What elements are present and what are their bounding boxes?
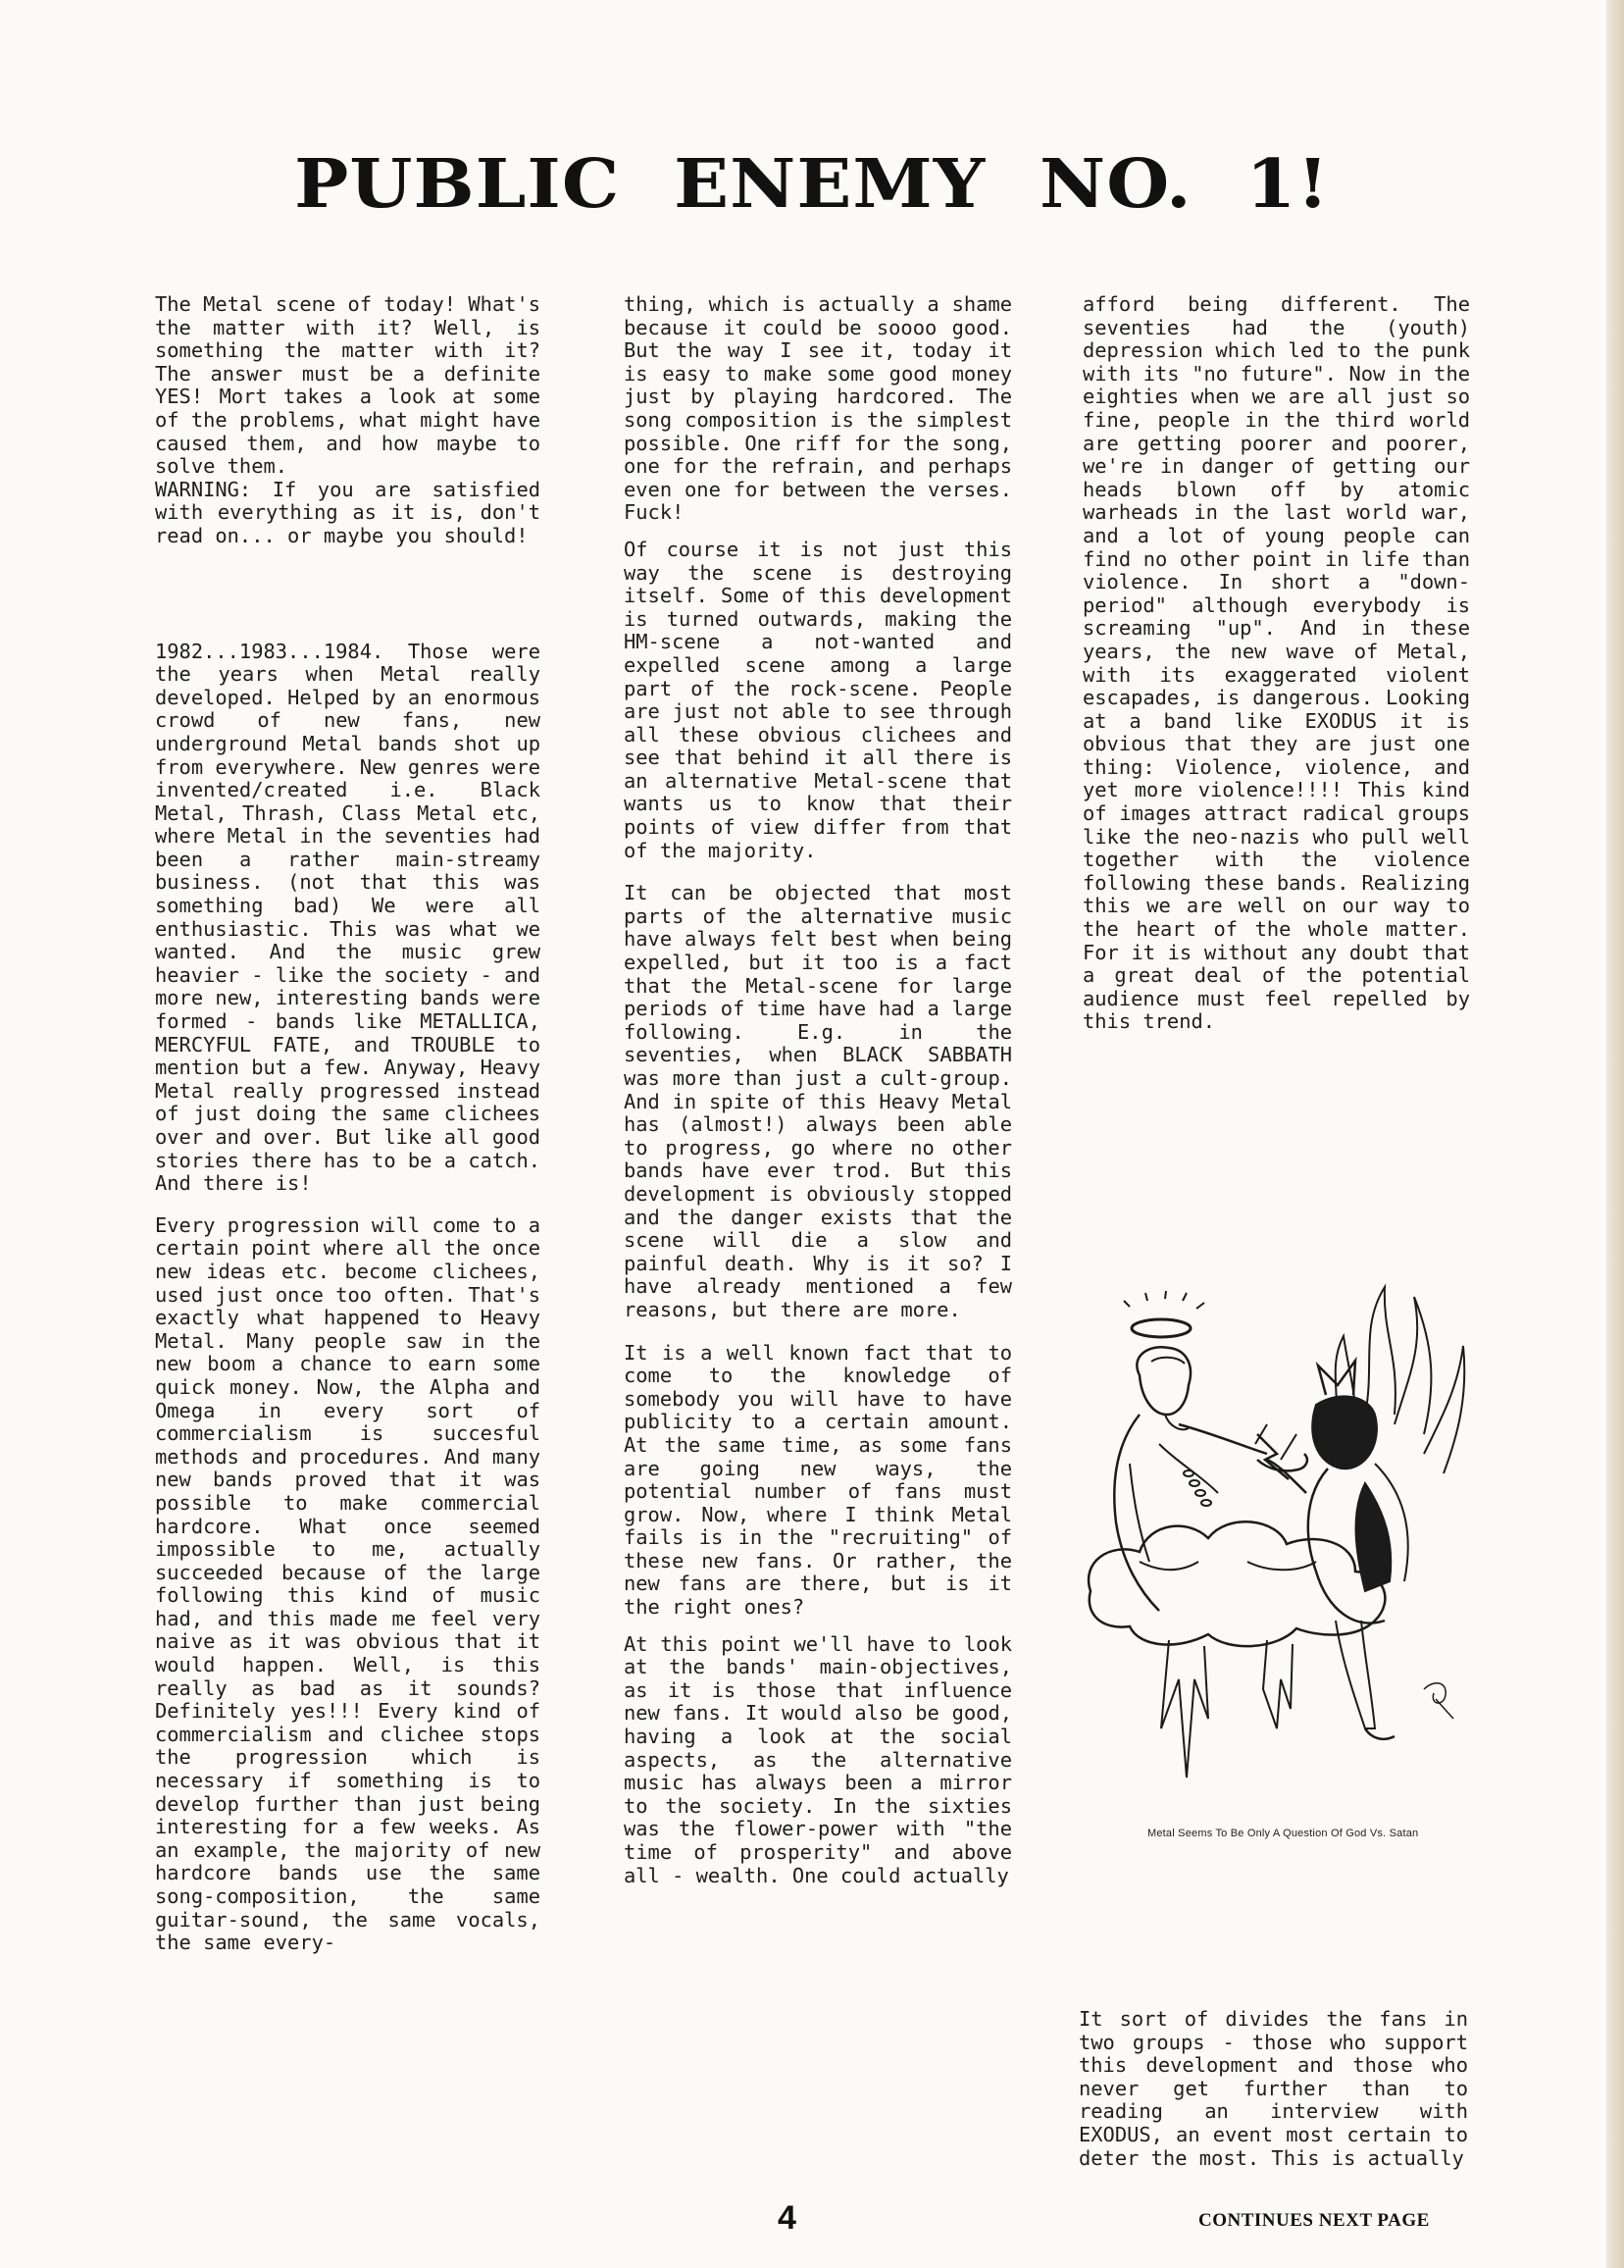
body-paragraph: It is a well known fact that to come to the knowledge of somebody you will have to have publicity to a certain amount. At the same time, as some fans are going new ways, the potential number of fans must grow. Now, where I think Metal fails is in the "recruiting" of these new fans. Or rather, the new fans are there, but is it the right ones? (624, 1340, 1012, 1620)
body-paragraph: Every progression will come to a certain point where all the once new ideas etc. become clichees, used just once too often. That's exactly what happened to Heavy Metal. Many people saw in the new boom a chance to earn some quick money. Now, the Alpha and Omega in every sort of commercialism is succesful methods and procedures. And many new bands proved that it was possible to make commercial hardcore. What once seemed impossible to me, actually succeeded because of the large following this kind of music had, and this made me feel very naive as it was obvious that it would happen. Well, is this really as bad as it sounds? Definitely yes!!! Every kind of commercialism and clichee stops the progression which is necessary if something is to develop further than just being interesting for a few weeks. As an example, the majority of new hardcore bands use the same song-composition, the same guitar-sound, the same vocals, the same every- (155, 1212, 540, 1955)
illustration-caption: Metal Seems To Be Only A Question Of God Vs. Satan (1147, 1828, 1419, 1839)
column-3-continued (1079, 2008, 1468, 2170)
page-number: 4 (778, 2199, 796, 2237)
continues-next-page: CONTINUES NEXT PAGE (1198, 2210, 1430, 2231)
body-paragraph: It sort of divides the fans in two groups - those who support this development and those who never get further than to reading an interview with EXODUS, an event most certain to deter the most. This is actually (1079, 2007, 1468, 2170)
body-paragraph: 1982...1983...1984. Those were the years when Metal really developed. Helped by an enormous crowd of new fans, new underground Metal bands shot up from everywhere. New genres were invented/created i.e. Black Metal, Thrash, Class Metal etc, where Metal in the seventies had been a rather main-streamy business. (not that this was something bad) We were all enthusiastic. This was what we wanted. And the music grew heavier - like the society - and more new, interesting bands were formed - bands like METALLICA, MERCYFUL FATE, and TROUBLE to mention but a few. Anyway, Heavy Metal really progressed instead of just doing the same clichees over and over. But like all good stories there has to be a catch. And there is! (155, 639, 540, 1196)
god-vs-satan-illustration (1071, 1267, 1483, 1856)
intro-paragraph: The Metal scene of today! What's the matter with it? Well, is something the matter with it? The answer must be a definite YES! Mort takes a look at some of the problems, what might have caused them, and how maybe to solve them. (155, 292, 540, 479)
body-paragraph: It can be objected that most parts of the alternative music have always felt best when being expelled, but it too is a fact that the Metal-scene for large periods of time have had a large following. E.g. in the seventies, when BLACK SABBATH was more than just a cult-group. And in spite of this Heavy Metal has (almost!) always been able to progress, go where no other bands have ever trod. But this development is obviously stopped and the danger exists that the scene will die a slow and painful death. Why is it so? I have already mentioned a few reasons, but there are more. (624, 881, 1012, 1321)
page-title: PUBLIC ENEMY NO. 1! (294, 145, 1330, 224)
column-3 (1083, 293, 1470, 1034)
body-paragraph: At this point we'll have to look at the bands' main-objectives, as it is those that influence new fans. It would also be good, having a look at the social aspects, as the alternative music has always been a mirror to the society. In the sixties was the flower-power with "the time of prosperity" and above all - wealth. One could actually (624, 1631, 1012, 1887)
body-paragraph: thing, which is actually a shame because it could be soooo good. But the way I see it, today it is easy to make some good money just by playing hardcored. The song composition is the simplest possible. One riff for the song, one for the refrain, and perhaps even one for between the verses. Fuck! (624, 292, 1012, 525)
binding-edge (1606, 0, 1624, 2268)
column-1 (155, 293, 540, 1955)
warning-paragraph: WARNING: If you are satisfied with everything as it is, don't read on... or maybe you should! (155, 477, 540, 547)
column-2 (624, 293, 1012, 1887)
body-paragraph: afford being different. The seventies had the (youth) depression which led to the punk with its "no future". Now in the eighties when we are all just so fine, people in the third world are getting poorer and poorer, we're in danger of getting our heads blown off by atomic warheads in the last world war, and a lot of young people can find no other point in life than violence. In short a "down-period" although everybody is screaming "up". And in these years, the new wave of Metal, with its exaggerated violent escapades, is dangerous. Looking at a band like EXODUS it is obvious that they are just one thing: Violence, violence, and yet more violence!!!! This kind of images attract radical groups like the neo-nazis who pull well together with the violence following these bands. Realizing this we are well on our way to the heart of the whole matter. For it is without any doubt that a great deal of the potential audience must feel repelled by this trend. (1083, 292, 1470, 1034)
halo-icon (1132, 1319, 1191, 1337)
body-paragraph: Of course it is not just this way the scene is destroying itself. Some of this development is turned outwards, making the HM-scene a not-wanted and expelled scene among a large part of the rock-scene. People are just not able to see through all these obvious clichees and see that behind it all there is an alternative Metal-scene that wants us to know that their points of view differ from that of the majority. (624, 537, 1012, 862)
